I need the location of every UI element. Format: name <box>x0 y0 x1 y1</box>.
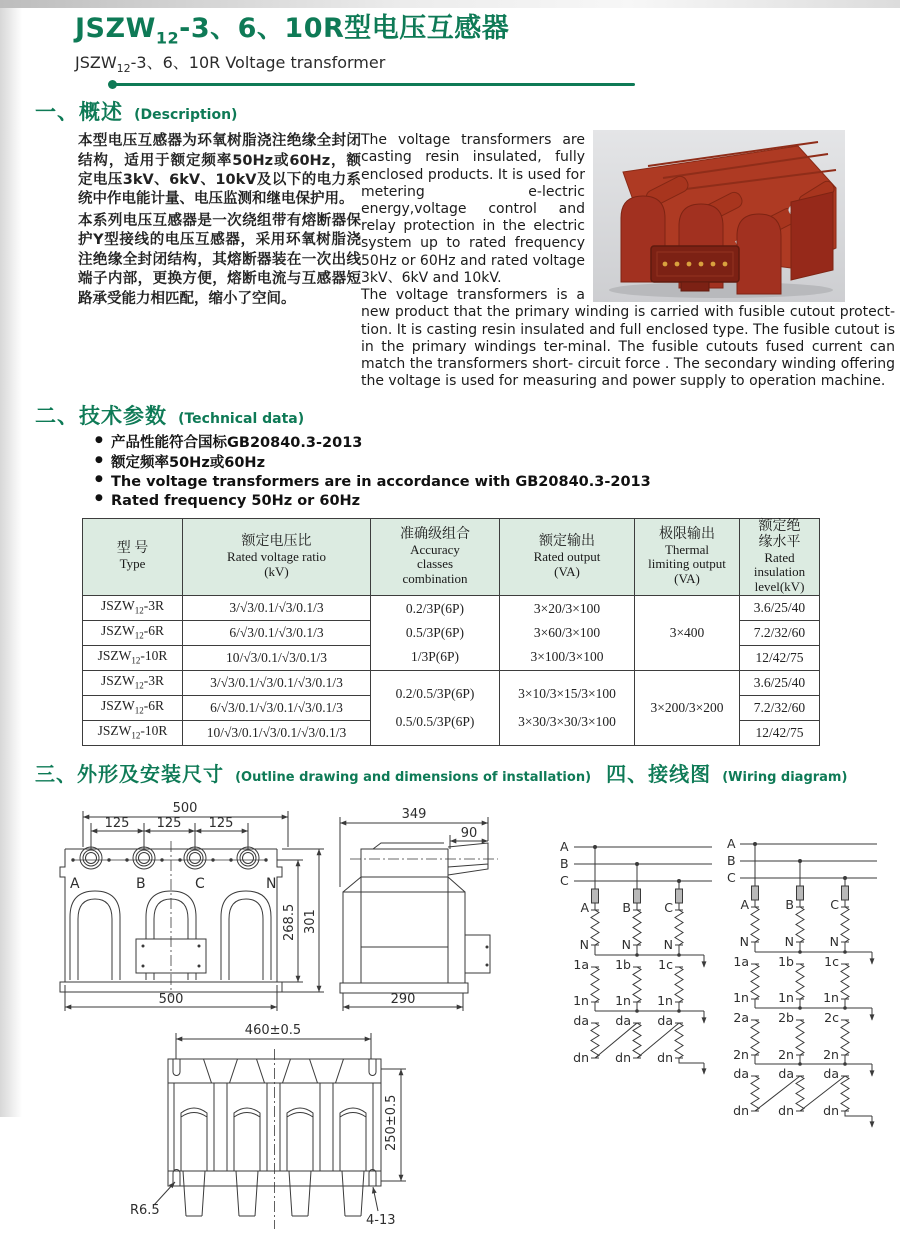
winding-label: da <box>657 1012 673 1028</box>
cell-type: $JSZW_{12}-10R$ <box>83 720 183 745</box>
bullet-item: ● 产品性能符合国标GB20840.3-2013 <box>95 434 900 453</box>
winding-label: N <box>739 933 749 949</box>
winding-label: da <box>733 1065 749 1081</box>
winding-label: 1a <box>733 953 749 969</box>
winding-label: 1n <box>778 989 794 1005</box>
phase-label: B <box>727 852 736 868</box>
page-subtitle <box>75 50 900 75</box>
winding-label: 2n <box>823 1046 839 1062</box>
cell-type: $JSZW_{12}-3R$ <box>83 595 183 620</box>
wiring-diagram-1 <box>552 827 724 1077</box>
wiring-diagram-2 <box>722 824 900 1130</box>
section-title-zh: 接线图 <box>648 761 712 786</box>
cell-ratio: 10/√3/0.1/√3/0.1/√3/0.1/3 <box>183 720 371 745</box>
cell-accuracy-group1: 0.2/3P(6P) 0.5/3P(6P) 1/3P(6P) <box>371 595 500 670</box>
dim-label: 290 <box>390 991 416 1007</box>
winding-label: dn <box>573 1049 589 1065</box>
cell-type: $JSZW_{12}-6R$ <box>83 620 183 645</box>
table-header-row <box>83 518 820 595</box>
section-number: 二、 <box>35 404 79 429</box>
bullet-item: ● The voltage transformers are in accordance with GB20840.3-2013 <box>95 473 900 492</box>
overview-section <box>0 130 900 390</box>
phase-label: B <box>560 855 569 871</box>
winding-label: 1a <box>573 956 589 972</box>
technical-data-table <box>82 518 820 746</box>
side-view-drawing <box>328 797 550 1019</box>
section-title-zh: 概述 <box>79 100 123 125</box>
subtitle-subscript: 12 <box>116 62 131 76</box>
cell-type: $JSZW_{12}-10R$ <box>83 645 183 670</box>
section-outline-wiring-heading <box>35 758 900 787</box>
winding-label: 1n <box>573 992 589 1008</box>
cell-insulation: 3.6/25/40 <box>740 595 820 620</box>
winding-label: dn <box>778 1102 794 1118</box>
dim-label: 268.5 <box>282 903 297 941</box>
dim-label: 125 <box>208 815 234 831</box>
page-title <box>75 14 900 47</box>
winding-label: da <box>823 1065 839 1081</box>
overview-en-paragraph-2: The voltage transformers is a new product that the primary winding is carried with fusible cutout protect-tion. It is casting resin insulated and full enclosed type. The fusible cutout is in the primary windings ter-minal. The fusible cutouts fused current can match the transformers short- circuit force . The secondary winding offering the voltage is used for measuring and power supply to operation machine. <box>361 287 895 390</box>
winding-label: 2n <box>778 1046 794 1062</box>
drawings-area <box>0 791 900 1253</box>
winding-label: 1b <box>778 953 794 969</box>
overview-zh-paragraph-2: 本系列电压互感器是一次绕组带有熔断器保护Y型接线的电压互感器，采用环氧树脂浇注绝缘全封闭结构，其熔断器装在一次出线端子内部，更换方便，熔断电流与互感器短路承受能力相匹配，缩小了空间。 <box>78 212 361 307</box>
cell-insulation: 12/42/75 <box>740 645 820 670</box>
dim-label: R6.5 <box>130 1202 160 1218</box>
winding-label: C <box>664 899 673 915</box>
terminal-label: C <box>195 875 205 892</box>
title-prefix: JSZW <box>75 13 156 44</box>
cell-accuracy-group2: 0.2/0.5/3P(6P) 0.5/0.5/3P(6P) <box>371 670 500 745</box>
overview-zh-paragraph-1: 本型电压互感器为环氧树脂浇注绝缘全封闭结构，适用于额定频率50Hz或60Hz，额定电压3kV、6kV、10kV及以下的电力系统中作电能计量、电压监测和继电保护用。 <box>78 133 361 208</box>
phase-label: C <box>727 869 736 885</box>
winding-label: 1n <box>615 992 631 1008</box>
page-header <box>0 0 900 86</box>
winding-label: A <box>740 896 749 912</box>
section-number: 三、 <box>35 761 77 786</box>
winding-label: 1c <box>824 953 839 969</box>
dim-label: 500 <box>158 991 184 1007</box>
winding-label: da <box>778 1065 794 1081</box>
winding-label: da <box>573 1012 589 1028</box>
dim-label: 349 <box>401 806 427 822</box>
overview-en-paragraph-1: The voltage transformers are casting resin insulated, fully enclosed products. It is used for metering e-lectric energy,voltage control and relay protection in the electric system up to rated frequency 50Hz or 60Hz and rated voltage 3kV、6kV and 10kV. <box>361 132 585 286</box>
cell-output-group1: 3×20/3×100 3×60/3×100 3×100/3×100 <box>500 595 635 670</box>
winding-label: N <box>621 936 631 952</box>
col-header-thermal: 极限输出 Thermal limiting output (VA) <box>635 518 740 595</box>
section-title-en: (Description) <box>134 107 238 124</box>
dim-label: 500 <box>172 800 198 816</box>
cell-thermal-group2: 3×200/3×200 <box>635 670 740 745</box>
winding-label: 1n <box>823 989 839 1005</box>
col-header-insulation: 额定绝 缘水平 Rated insulation level(kV) <box>740 518 820 595</box>
dim-label: 460±0.5 <box>244 1022 302 1038</box>
table-row <box>83 670 820 695</box>
section-overview-heading <box>35 96 900 126</box>
transformer-illustration <box>593 130 845 302</box>
section-title-zh: 外形及安装尺寸 <box>77 761 224 786</box>
technical-bullet-list <box>95 434 900 511</box>
winding-label: dn <box>657 1049 673 1065</box>
winding-label: N <box>784 933 794 949</box>
subtitle-suffix: -3、6、10R Voltage transformer <box>130 52 386 72</box>
cell-ratio: 6/√3/0.1/√3/0.1/3 <box>183 620 371 645</box>
col-header-output: 额定输出 Rated output (VA) <box>500 518 635 595</box>
dim-label: 301 <box>303 908 318 934</box>
cell-insulation: 3.6/25/40 <box>740 670 820 695</box>
col-header-type: 型 号 Type <box>83 518 183 595</box>
cell-insulation: 7.2/32/60 <box>740 620 820 645</box>
overview-chinese-column <box>78 132 361 390</box>
winding-label: 2c <box>824 1009 839 1025</box>
front-view-drawing <box>40 797 335 1019</box>
section-title-zh: 技术参数 <box>79 404 167 429</box>
winding-label: 2b <box>778 1009 794 1025</box>
cell-thermal-group1: 3×400 <box>635 595 740 670</box>
cell-type: $JSZW_{12}-3R$ <box>83 670 183 695</box>
bullet-item: ● 额定频率50Hz或60Hz <box>95 454 900 473</box>
winding-label: da <box>615 1012 631 1028</box>
title-subscript: 12 <box>155 28 180 48</box>
cell-insulation: 7.2/32/60 <box>740 695 820 720</box>
overview-english-column <box>361 132 895 390</box>
cell-ratio: 10/√3/0.1/√3/0.1/3 <box>183 645 371 670</box>
dim-label: 250±0.5 <box>384 1094 399 1151</box>
winding-label: 2n <box>733 1046 749 1062</box>
section-title-en: (Technical data) <box>178 411 305 428</box>
winding-label: N <box>829 933 839 949</box>
terminal-label: B <box>136 875 146 892</box>
dim-label: 125 <box>156 815 182 831</box>
winding-label: N <box>579 936 589 952</box>
product-photo <box>593 130 845 302</box>
winding-label: A <box>580 899 589 915</box>
winding-label: B <box>785 896 794 912</box>
winding-label: 1b <box>615 956 631 972</box>
phase-label: A <box>560 838 569 854</box>
terminal-label: N <box>266 875 277 892</box>
bullet-item: ● Rated frequency 50Hz or 60Hz <box>95 492 900 511</box>
phase-label: A <box>727 835 736 851</box>
cell-ratio: 6/√3/0.1/√3/0.1/√3/0.1/3 <box>183 695 371 720</box>
section-title-en: (Wiring diagram) <box>722 769 848 785</box>
winding-label: B <box>622 899 631 915</box>
subtitle-prefix: JSZW <box>75 52 117 72</box>
header-divider <box>110 83 635 86</box>
section-number: 一、 <box>35 100 79 125</box>
bottom-view-drawing <box>126 1011 423 1251</box>
section-number: 四、 <box>606 761 649 786</box>
terminal-label: A <box>70 875 80 892</box>
col-header-accuracy: 准确级组合 Accuracy classes combination <box>371 518 500 595</box>
section-title-en: (Outline drawing and dimensions of installation) <box>235 769 592 785</box>
table-row <box>83 595 820 620</box>
dim-label: 4-13 <box>366 1212 396 1228</box>
cell-output-group2: 3×10/3×15/3×100 3×30/3×30/3×100 <box>500 670 635 745</box>
winding-label: 1c <box>658 956 673 972</box>
winding-label: N <box>663 936 673 952</box>
winding-label: 2a <box>733 1009 749 1025</box>
cell-ratio: 3/√3/0.1/√3/0.1/3 <box>183 595 371 620</box>
winding-label: C <box>830 896 839 912</box>
winding-label: 1n <box>733 989 749 1005</box>
winding-label: 1n <box>657 992 673 1008</box>
cell-insulation: 12/42/75 <box>740 720 820 745</box>
winding-label: dn <box>615 1049 631 1065</box>
dim-label: 90 <box>460 825 478 841</box>
cell-type: $JSZW_{12}-6R$ <box>83 695 183 720</box>
winding-label: dn <box>823 1102 839 1118</box>
col-header-ratio: 额定电压比 Rated voltage ratio (kV) <box>183 518 371 595</box>
phase-label: C <box>560 872 569 888</box>
dim-label: 125 <box>104 815 130 831</box>
winding-label: dn <box>733 1102 749 1118</box>
section-technical-heading <box>35 400 900 430</box>
cell-ratio: 3/√3/0.1/√3/0.1/√3/0.1/3 <box>183 670 371 695</box>
title-suffix: -3、6、10R型电压互感器 <box>179 13 510 44</box>
